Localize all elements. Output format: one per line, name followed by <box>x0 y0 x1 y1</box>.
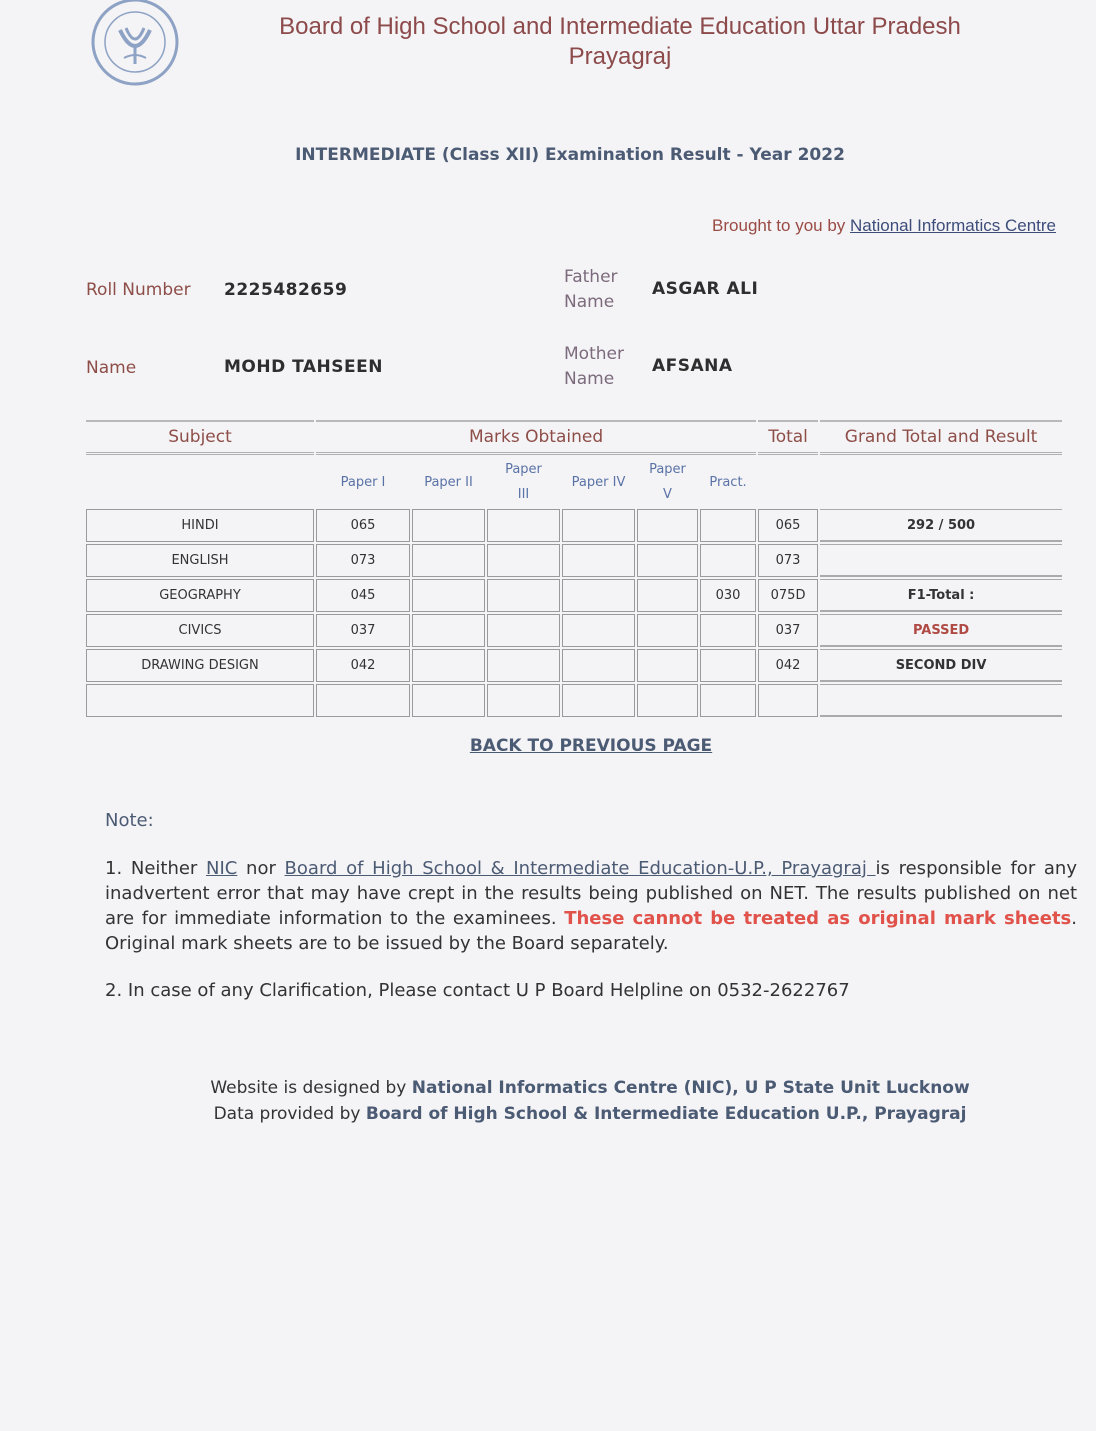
f1-total-cell: F1-Total : <box>820 579 1062 612</box>
subheader-paper-5-a: Paper <box>649 462 686 477</box>
paper-2-cell <box>412 614 485 647</box>
paper-5-cell <box>637 614 698 647</box>
board-title <box>200 12 1040 72</box>
paper-3-cell <box>487 509 560 542</box>
paper-5-cell <box>637 544 698 577</box>
note-1-end: . Original mark sheets are to be issued by the Board separately. <box>105 908 1077 954</box>
subheader-paper-4: Paper IV <box>571 474 626 490</box>
nic-link[interactable]: National Informatics Centre <box>850 216 1056 235</box>
paper-1-cell <box>316 684 410 717</box>
table-header-row <box>86 420 1062 455</box>
note-1 <box>105 856 1077 956</box>
subheader-blank <box>86 457 314 507</box>
roll-number-label: Roll Number <box>86 280 191 300</box>
note-heading: Note: <box>105 810 154 831</box>
marks-table <box>84 418 1064 719</box>
paper-2-cell <box>412 509 485 542</box>
header-subject: Subject <box>86 420 314 455</box>
subheader-paper-3 <box>487 457 560 507</box>
total-cell: 042 <box>758 649 818 682</box>
total-cell <box>758 684 818 717</box>
paper-4-cell <box>562 509 635 542</box>
practical-cell <box>700 649 756 682</box>
footer-line-1-bold: National Informatics Centre (NIC), U P State Unit Lucknow <box>411 1078 970 1098</box>
paper-1-cell: 037 <box>316 614 410 647</box>
back-to-previous-page-link[interactable]: BACK TO PREVIOUS PAGE <box>469 736 713 756</box>
subheader-paper-3-b: III <box>517 487 530 502</box>
paper-2-cell <box>412 649 485 682</box>
board-logo <box>84 0 186 88</box>
subheader-paper-5 <box>637 457 698 507</box>
paper-4-cell <box>562 684 635 717</box>
brought-by-prefix: Brought to you by <box>712 216 851 235</box>
subheader-blank-grand <box>820 457 1062 507</box>
header-total: Total <box>758 420 818 455</box>
total-cell: 075D <box>758 579 818 612</box>
mother-label-line1: Mother <box>564 344 624 364</box>
father-label-line1: Father <box>564 267 618 287</box>
result-blank-cell <box>820 544 1062 577</box>
paper-3-cell <box>487 614 560 647</box>
paper-1-cell: 042 <box>316 649 410 682</box>
practical-cell <box>700 614 756 647</box>
footer-line-1 <box>150 1075 1030 1101</box>
father-name-label <box>564 265 618 315</box>
subject-cell: GEOGRAPHY <box>86 579 314 612</box>
table-row <box>86 509 1062 542</box>
father-label-line2: Name <box>564 292 615 312</box>
total-cell: 073 <box>758 544 818 577</box>
note-1-start: 1. Neither <box>105 858 207 879</box>
subject-cell: ENGLISH <box>86 544 314 577</box>
table-row <box>86 684 1062 717</box>
subheader-paper-5-b: V <box>663 487 672 502</box>
header-marks-obtained: Marks Obtained <box>316 420 756 455</box>
note-1-nor: nor <box>237 858 285 879</box>
grand-total-cell: 292 / 500 <box>820 509 1062 542</box>
footer <box>150 1075 1030 1127</box>
paper-2-cell <box>412 684 485 717</box>
father-name-value: ASGAR ALI <box>652 279 759 299</box>
mother-name-value: AFSANA <box>652 356 733 376</box>
paper-5-cell <box>637 684 698 717</box>
subject-cell <box>86 684 314 717</box>
table-row <box>86 614 1062 647</box>
board-note-link[interactable]: Board of High School & Intermediate Education-U.P., Prayagraj <box>284 858 876 879</box>
subject-cell: CIVICS <box>86 614 314 647</box>
name-label: Name <box>86 358 137 378</box>
subject-cell: HINDI <box>86 509 314 542</box>
division-cell: SECOND DIV <box>820 649 1062 682</box>
board-title-line1: Board of High School and Intermediate Education Uttar Pradesh <box>279 13 961 40</box>
practical-cell <box>700 509 756 542</box>
paper-3-cell <box>487 649 560 682</box>
subheader-paper-3-a: Paper <box>505 462 542 477</box>
footer-line-2-prefix: Data provided by <box>213 1104 366 1124</box>
total-cell: 037 <box>758 614 818 647</box>
paper-4-cell <box>562 649 635 682</box>
practical-cell <box>700 544 756 577</box>
paper-3-cell <box>487 579 560 612</box>
table-row <box>86 579 1062 612</box>
note-2: 2. In case of any Clarification, Please contact U P Board Helpline on 0532-2622767 <box>105 980 850 1001</box>
subheader-blank-total <box>758 457 818 507</box>
paper-3-cell <box>487 544 560 577</box>
paper-5-cell <box>637 509 698 542</box>
paper-4-cell <box>562 544 635 577</box>
exam-title: INTERMEDIATE (Class XII) Examination Result - Year 2022 <box>295 145 845 165</box>
name-value: MOHD TAHSEEN <box>224 357 383 377</box>
footer-line-2 <box>150 1101 1030 1127</box>
nic-note-link[interactable]: NIC <box>206 858 238 879</box>
table-row <box>86 544 1062 577</box>
footer-line-2-bold: Board of High School & Intermediate Education U.P., Prayagraj <box>365 1104 967 1124</box>
practical-cell <box>700 684 756 717</box>
paper-4-cell <box>562 614 635 647</box>
paper-2-cell <box>412 544 485 577</box>
paper-2-cell <box>412 579 485 612</box>
table-row <box>86 649 1062 682</box>
header-grand-total: Grand Total and Result <box>820 420 1062 455</box>
note-1-mid: is responsible for any inadvertent error that may have crept in the results being published on NET. The results published on net are for immediate information to the examinees. <box>105 858 1077 929</box>
board-title-line2: Prayagraj <box>568 43 672 70</box>
result-status-cell: PASSED <box>820 614 1062 647</box>
paper-1-cell: 073 <box>316 544 410 577</box>
note-1-warning: These cannot be treated as original mark sheets <box>564 908 1072 929</box>
practical-cell: 030 <box>700 579 756 612</box>
paper-5-cell <box>637 649 698 682</box>
footer-line-1-prefix: Website is designed by <box>210 1078 412 1098</box>
paper-1-cell: 065 <box>316 509 410 542</box>
roll-number-value: 2225482659 <box>224 280 348 300</box>
subheader-paper-1: Paper I <box>340 474 386 490</box>
paper-3-cell <box>487 684 560 717</box>
total-cell: 065 <box>758 509 818 542</box>
mother-name-label <box>564 342 624 392</box>
paper-4-cell <box>562 579 635 612</box>
subheader-practical: Pract. <box>709 474 747 490</box>
brought-by <box>712 216 1056 236</box>
paper-1-cell: 045 <box>316 579 410 612</box>
mother-label-line2: Name <box>564 369 615 389</box>
subheader-paper-2: Paper II <box>424 474 473 490</box>
result-blank-cell <box>820 684 1062 717</box>
table-subheader-row <box>86 457 1062 507</box>
paper-5-cell <box>637 579 698 612</box>
subject-cell: DRAWING DESIGN <box>86 649 314 682</box>
